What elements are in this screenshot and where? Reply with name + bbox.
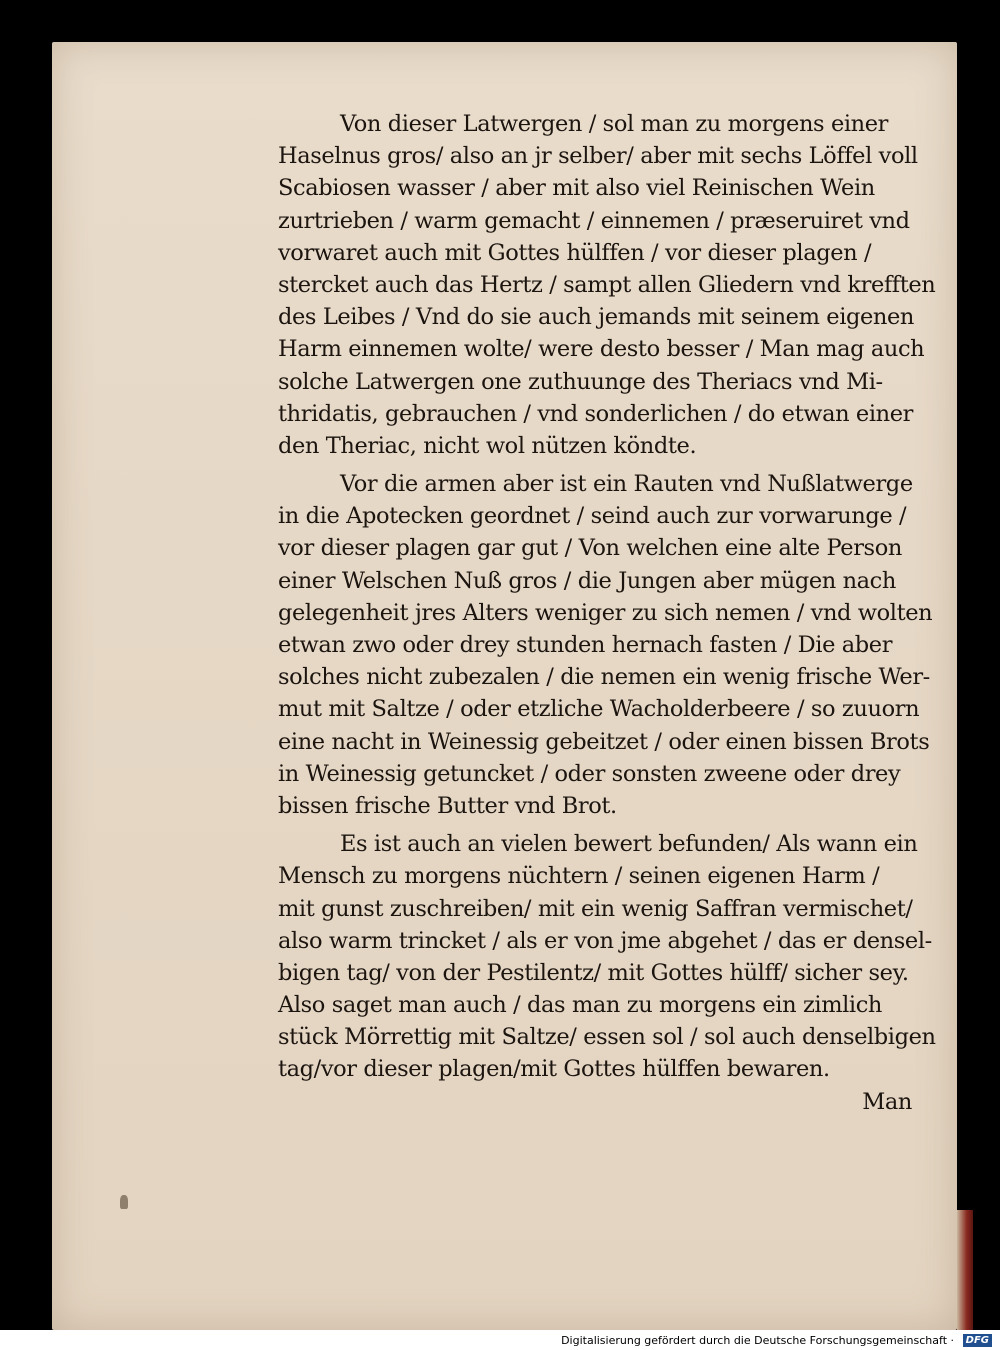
text-line: solches nicht zubezalen / die nemen ein wenig frische Wer- [278, 664, 930, 691]
text-line: tag/vor dieser plagen/mit Gottes hülffen bewaren. [278, 1056, 830, 1083]
text-line: also warm trincket / als er von jme abgehet / das er densel- [278, 927, 932, 954]
text-line: Es ist auch an vielen bewert befunden/ Als wann ein [340, 831, 918, 858]
catchword: Man [862, 1088, 912, 1115]
text-line: stercket auch das Hertz / sampt allen Gliedern vnd krefften [278, 271, 936, 298]
text-line: in die Apotecken geordnet / seind auch zur vorwarunge / [278, 503, 907, 530]
text-line: Scabiosen wasser / aber mit also viel Reinischen Wein [278, 175, 875, 202]
page-edge-binding [957, 1210, 973, 1330]
text-line: einer Welschen Nuß gros / die Jungen aber mügen nach [278, 567, 896, 594]
text-line: Harm einnemen wolte/ were desto besser / Man mag auch [278, 336, 925, 363]
text-line: gelegenheit jres Alters weniger zu sich nemen / vnd wolten [278, 599, 933, 626]
paragraph-1 [278, 108, 936, 462]
text-line: Mensch zu morgens nüchtern / seinen eigenen Harm / [278, 863, 880, 890]
text-line: in Weinessig getuncket / oder sonsten zweene oder drey [278, 760, 901, 787]
text-line: den Theriac, nicht wol nützen köndte. [278, 432, 697, 459]
text-line: Vor die armen aber ist ein Rauten vnd Nußlatwerge [340, 471, 913, 498]
text-line: thridatis, gebrauchen / vnd sonderlichen / do etwan einer [278, 400, 913, 427]
paragraph-3 [278, 828, 936, 1086]
text-line: vorwaret auch mit Gottes hülffen / vor dieser plagen / [278, 239, 872, 266]
text-line: Von dieser Latwergen / sol man zu morgens einer [340, 111, 889, 137]
text-line: des Leibes / Vnd do sie auch jemands mit seinem eigenen [278, 304, 915, 331]
ink-mark [120, 1195, 128, 1209]
paragraph-2 [278, 468, 933, 822]
text-line: Haselnus gros/ also an jr selber/ aber mit sechs Löffel voll [278, 143, 918, 170]
text-line: mit gunst zuschreiben/ mit ein wenig Saffran vermischet/ [278, 895, 913, 922]
page-text [278, 108, 936, 1118]
text-line: bigen tag/ von der Pestilentz/ mit Gottes hülff/ sicher sey. [278, 959, 909, 986]
funding-credit: Digitalisierung gefördert durch die Deutsche Forschungsgemeinschaft · [561, 1334, 954, 1347]
text-line: stück Mörrettig mit Saltze/ essen sol / sol auch denselbigen [278, 1024, 936, 1051]
text-line: etwan zwo oder drey stunden hernach fasten / Die aber [278, 632, 893, 658]
text-line: vor dieser plagen gar gut / Von welchen eine alte Person [278, 535, 902, 562]
text-line: Also saget man auch / das man zu morgens ein zimlich [278, 992, 883, 1019]
text-line: solche Latwergen one zuthuunge des Theriacs vnd Mi- [278, 368, 883, 395]
dfg-logo-icon[interactable]: DFG [963, 1334, 992, 1347]
text-line: mut mit Saltze / oder etzliche Wacholderbeere / so zuuorn [278, 696, 920, 723]
text-line: zurtrieben / warm gemacht / einnemen / præseruiret vnd [278, 207, 910, 234]
text-line: eine nacht in Weinessig gebeitzet / oder einen bissen Brots [278, 728, 930, 755]
text-line: bissen frische Butter vnd Brot. [278, 792, 617, 819]
